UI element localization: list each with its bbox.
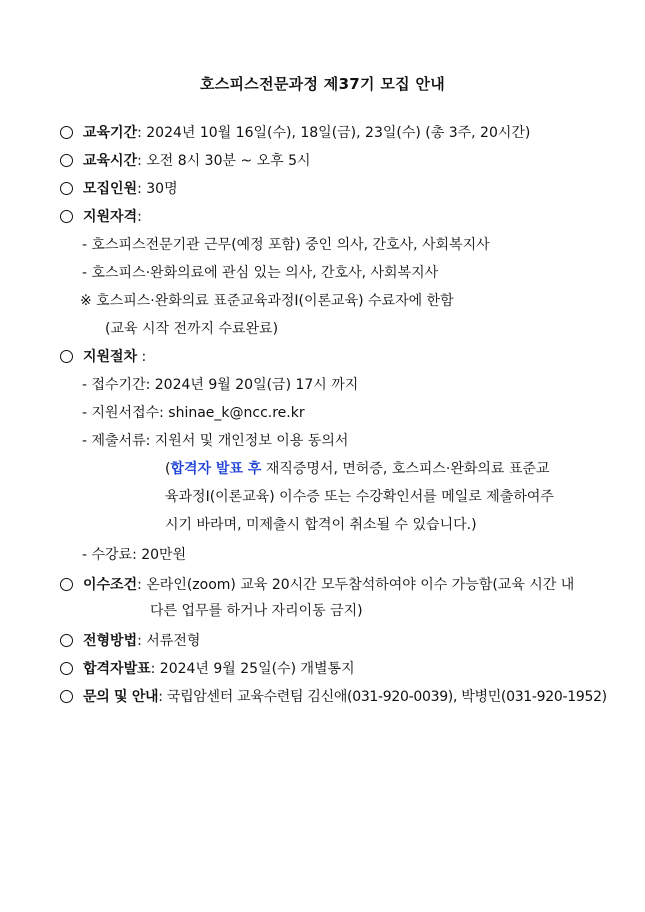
docs-note-line-3: 시기 바라며, 미제출시 합격이 취소될 수 있습니다.) (165, 517, 477, 533)
item-time (60, 152, 311, 170)
item-label: 문의 및 안내 (83, 689, 159, 705)
item-label: 지원절차 (83, 349, 138, 365)
circle-bullet-icon (60, 154, 73, 167)
item-label: 합격자발표 (83, 661, 151, 677)
item-completion (60, 576, 574, 594)
item-value: : 30명 (137, 181, 178, 197)
item-value: : (137, 349, 147, 365)
document-title: 호스피스전문과정 제37기 모집 안내 (199, 75, 446, 93)
circle-bullet-icon (60, 126, 73, 139)
procedure-docs: - 제출서류: 지원서 및 개인정보 이용 동의서 (82, 433, 349, 449)
qualification-line: - 호스피스·완화의료에 관심 있는 의사, 간호사, 사회복지사 (82, 265, 439, 281)
circle-bullet-icon (60, 690, 73, 703)
item-selection (60, 632, 200, 650)
item-label: 교육기간 (83, 125, 138, 141)
completion-line-2: 다른 업무를 하거나 자리이동 금지) (150, 603, 363, 619)
item-label: 전형방법 (83, 633, 138, 649)
item-label: 이수조건 (83, 577, 138, 593)
item-qualification (60, 208, 142, 226)
circle-bullet-icon (60, 182, 73, 195)
circle-bullet-icon (60, 350, 73, 363)
docs-note-highlight: 합격자 발표 후 (170, 461, 262, 477)
procedure-deadline: - 접수기간: 2024년 9월 20일(금) 17시 까지 (82, 377, 359, 393)
docs-note-line-1 (165, 460, 549, 478)
qualification-note-2: (교육 시작 전까지 수료완료) (105, 321, 279, 337)
circle-bullet-icon (60, 634, 73, 647)
procedure-fee: - 수강료: 20만원 (82, 547, 187, 563)
item-label: 모집인원 (83, 181, 138, 197)
docs-note-open: ( (165, 461, 171, 477)
docs-note-text: 재직증명서, 면허증, 호스피스·완화의료 표준교 (261, 461, 550, 477)
item-procedure (60, 348, 146, 366)
item-value: : 2024년 9월 25일(수) 개별통지 (150, 661, 355, 677)
item-value: : 오전 8시 30분 ~ 오후 5시 (137, 153, 311, 169)
item-label: 교육시간 (83, 153, 138, 169)
procedure-email: - 지원서접수: shinae_k@ncc.re.kr (82, 405, 305, 421)
item-value: : (137, 209, 142, 225)
item-recruit (60, 180, 178, 198)
item-period (60, 124, 530, 142)
item-value: : 온라인(zoom) 교육 20시간 모두참석하여야 이수 가능함(교육 시간 내 (137, 577, 575, 593)
qualification-line: - 호스피스전문기관 근무(예정 포함) 중인 의사, 간호사, 사회복지사 (82, 237, 490, 253)
item-contact (60, 688, 607, 706)
item-label: 지원자격 (83, 209, 138, 225)
item-value: : 국립암센터 교육수련팀 김신애(031-920-0039), 박병민(031-920-1952) (158, 689, 607, 705)
circle-bullet-icon (60, 578, 73, 591)
item-value: : 2024년 10월 16일(수), 18일(금), 23일(수) (총 3주, 20시간) (137, 125, 531, 141)
qualification-note: ※ 호스피스·완화의료 표준교육과정I(이론교육) 수료자에 한함 (80, 293, 454, 309)
circle-bullet-icon (60, 210, 73, 223)
docs-note-line-2: 육과정I(이론교육) 이수증 또는 수강확인서를 메일로 제출하여주 (165, 489, 554, 505)
item-announce (60, 660, 355, 678)
circle-bullet-icon (60, 662, 73, 675)
item-value: : 서류전형 (137, 633, 201, 649)
